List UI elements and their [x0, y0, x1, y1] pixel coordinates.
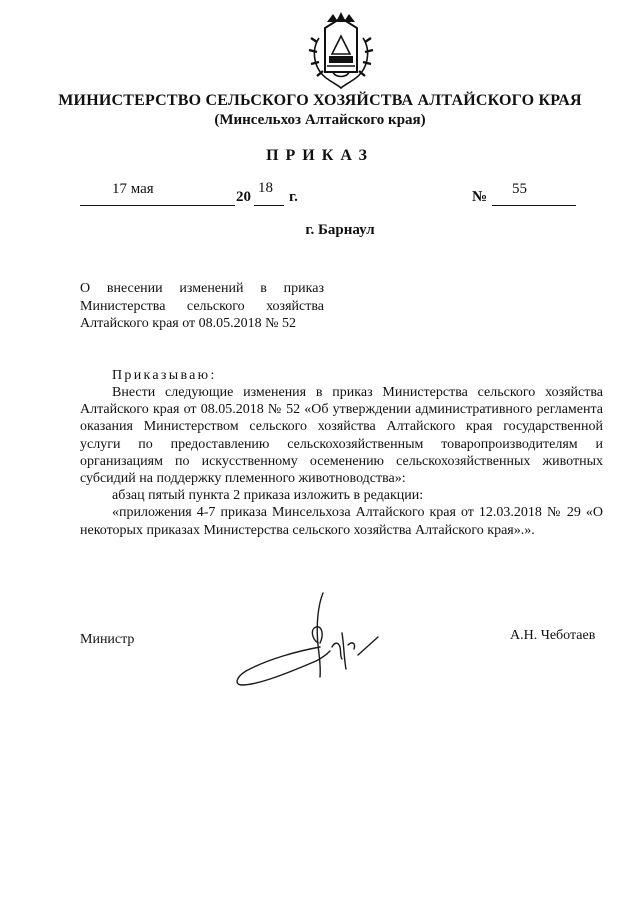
order-word: Приказываю: [112, 368, 217, 383]
year-mark: г. [289, 189, 298, 205]
handwritten-signature [228, 585, 403, 695]
paragraph-main: Внести следующие изменения в приказ Министерства сельского хозяйства Алтайского края от 08.05.2018 № 52 «Об утверждении административного регламента оказания Министерством сельского хозяйства Алтайского края государственной услуги по предоставлению сельскохозяйственным товаропроизводителям и организациям по искусственному осеменению сельскохозяйственных животных субсидий на поддержку племенного животноводства»: [80, 385, 603, 487]
city: г. Барнаул [305, 222, 375, 238]
paragraph-new-text: «приложения 4-7 приказа Минсельхоза Алтайского края от 12.03.2018 № 29 «О некоторых приказах Министерства сельского хозяйства Алтайского края».». [80, 505, 603, 538]
coat-of-arms-icon [305, 8, 377, 92]
signer-title: Министр [80, 632, 135, 647]
number-label: № [472, 189, 488, 205]
date-day-month: 17 мая [112, 181, 154, 197]
number-value: 55 [512, 181, 527, 197]
ministry-short-name: (Минсельхоз Алтайского края) [214, 112, 426, 128]
document-body [80, 384, 603, 539]
subject-line: О внесении изменений в приказ [80, 281, 324, 296]
ministry-name: МИНИСТЕРСТВО СЕЛЬСКОГО ХОЗЯЙСТВА АЛТАЙСКОГО КРАЯ [58, 92, 582, 109]
year-prefix: 20 [236, 189, 251, 205]
document-type: ПРИКАЗ [266, 147, 374, 164]
document-subject [80, 280, 324, 333]
year-underline [254, 205, 284, 206]
subject-line: Министерства сельского хозяйства [80, 298, 324, 314]
number-underline [492, 205, 576, 206]
subject-line: Алтайского края от 08.05.2018 № 52 [80, 316, 297, 331]
year-suffix: 18 [258, 180, 273, 196]
date-underline [80, 205, 235, 206]
paragraph-amendment: абзац пятый пункта 2 приказа изложить в редакции: [112, 488, 424, 504]
signer-name: А.Н. Чеботаев [510, 628, 596, 643]
